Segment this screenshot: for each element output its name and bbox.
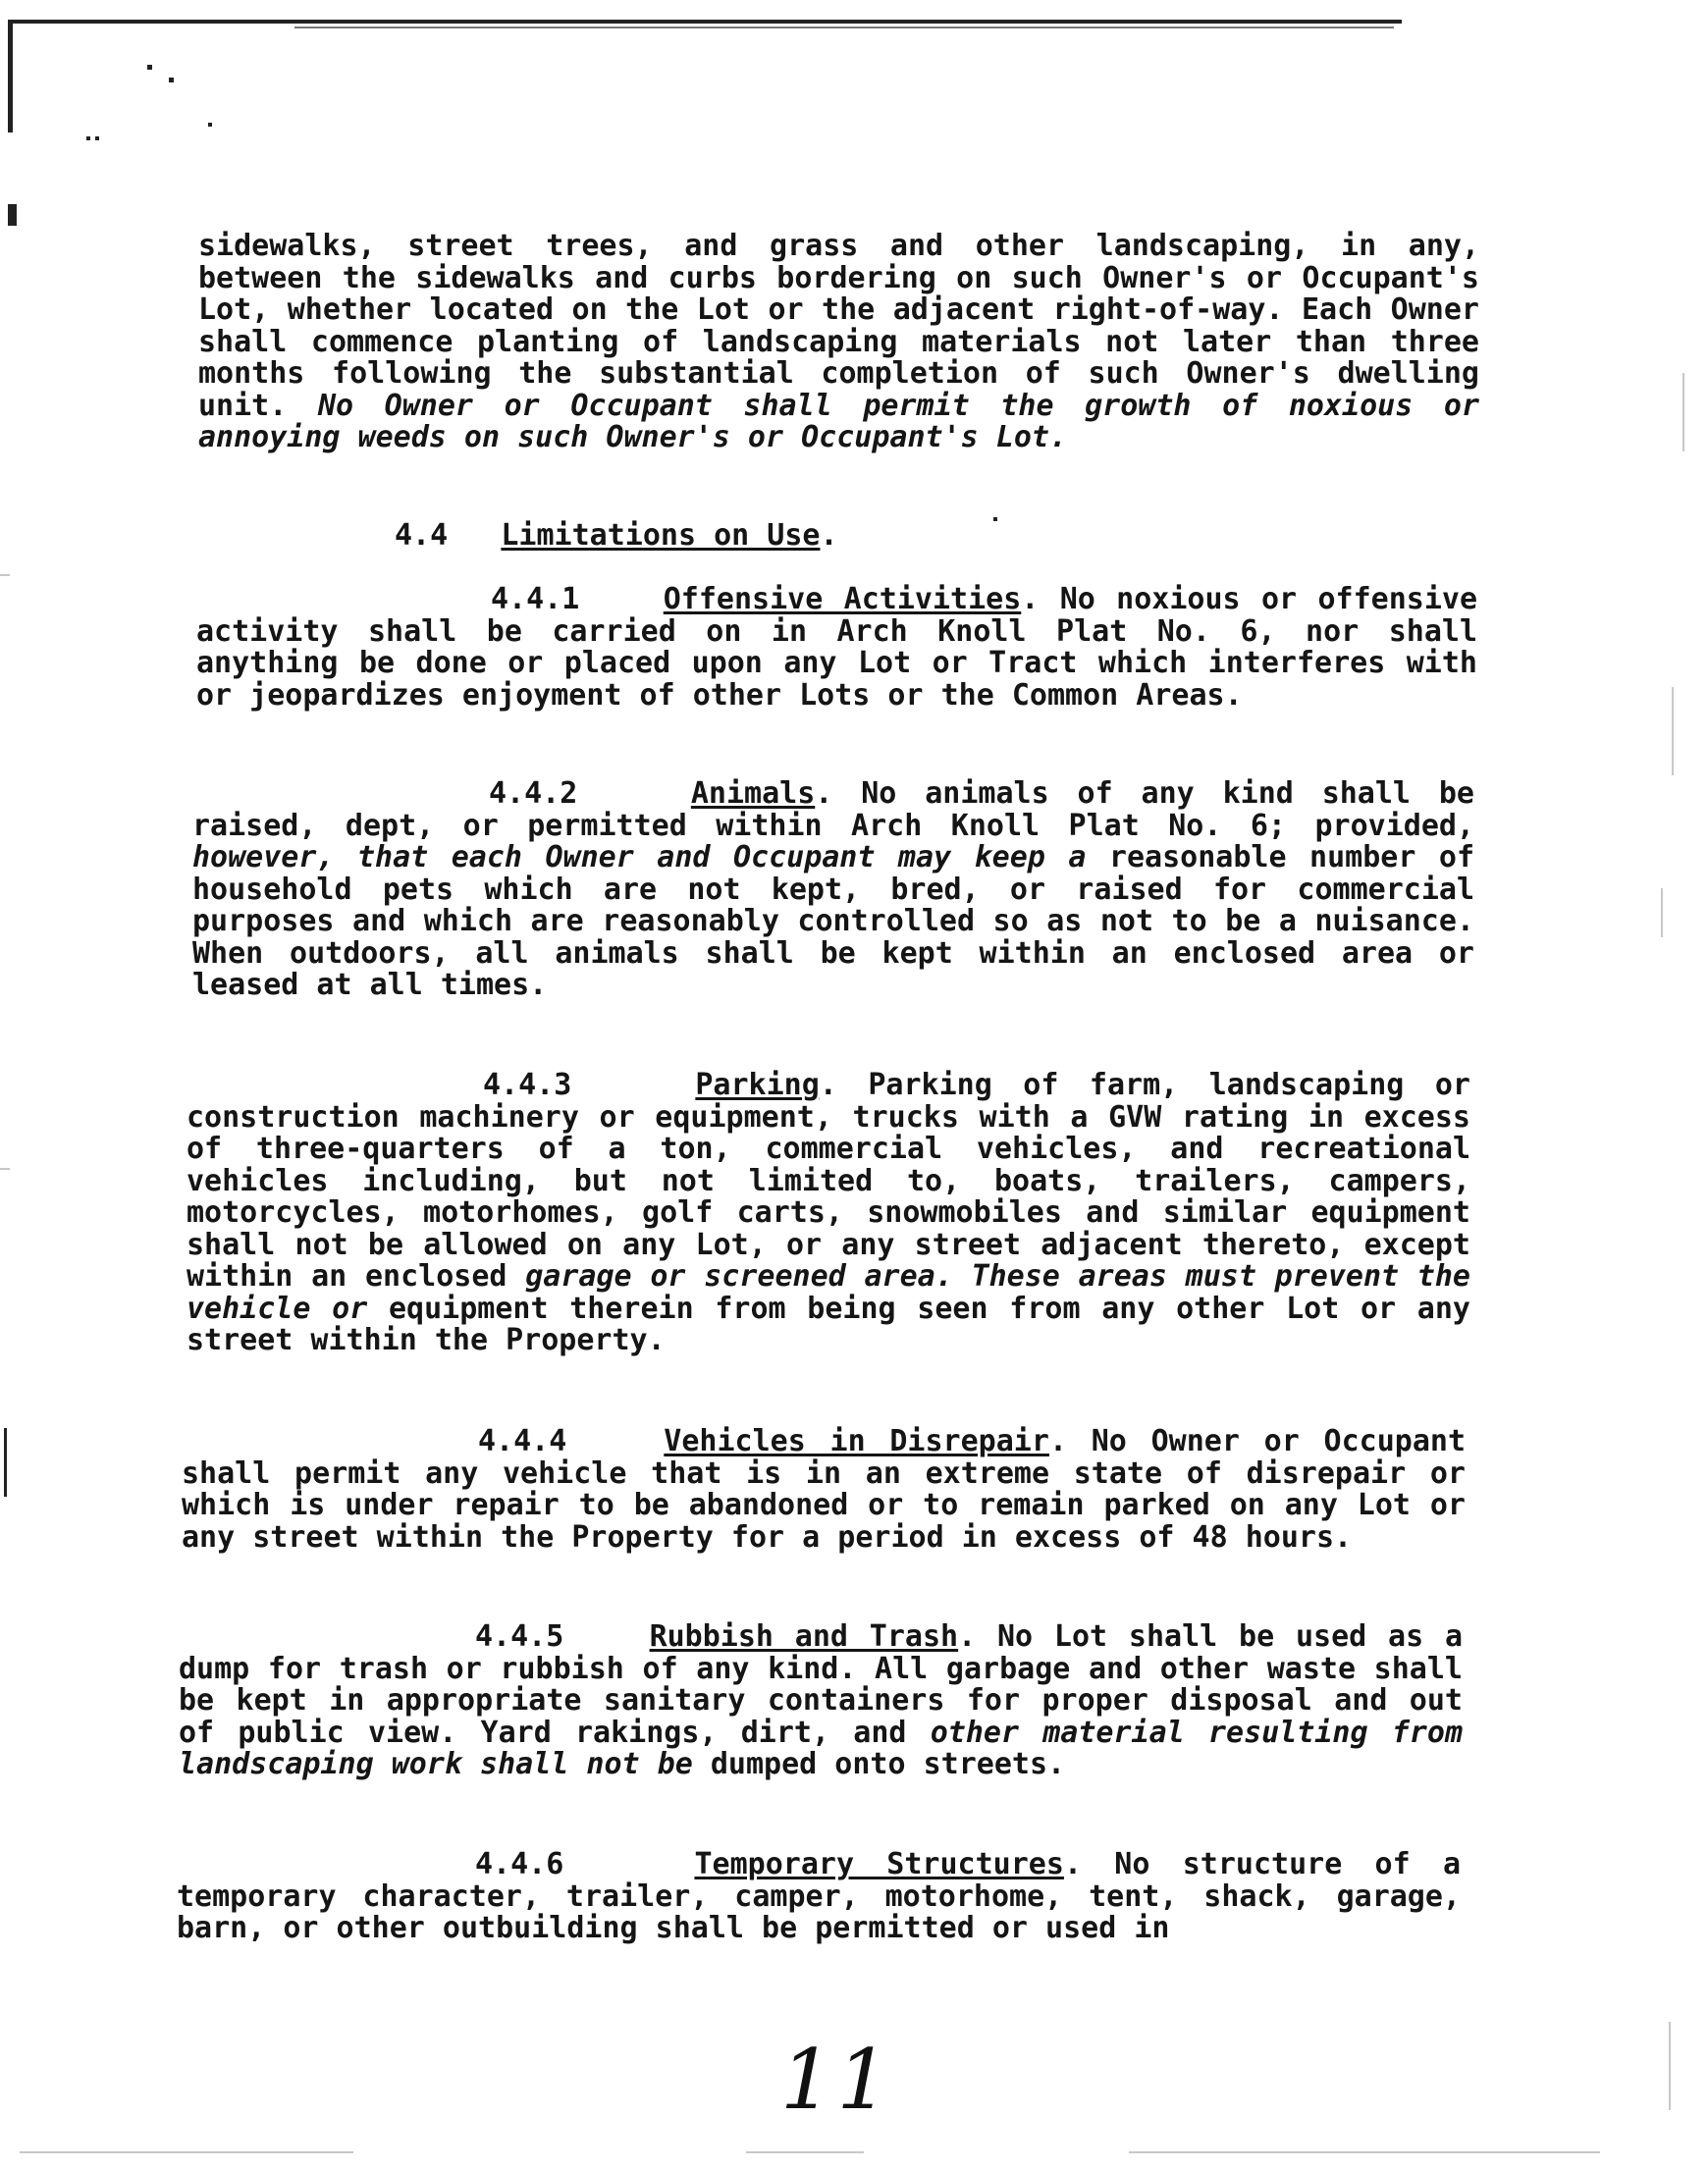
section-number: 4.4.2 (489, 776, 578, 811)
section-text: No animals of any kind shall be raised, dept, or permitted within Arch Knoll Plat No. 6; provided, (192, 776, 1474, 843)
scan-speck (208, 123, 212, 127)
scan-edge-left (0, 574, 10, 576)
paragraph-text: sidewalks, street trees, and grass and other landscaping, in any, between the sidewalks and curbs bordering on such Owner's or Occupant's Lot, whether located on the Lot or the adjacent right-of-way. Each Owner shall commence planting of landscaping materials not later than three months following the substantial completion of such Owner's dwelling unit. (198, 229, 1479, 423)
paragraph-text-italic: No Owner or Occupant shall permit the growth of noxious or annoying weeds on such Owner's or Occupant's Lot. (198, 388, 1480, 454)
section-title: Animals (690, 776, 816, 811)
scan-speck (86, 136, 90, 140)
section-text: No Owner or Occupant shall permit any vehicle that is in an extreme state of disrepair or which is under repair to be abandoned or to remain parked on any Lot or any street within the Property for a period in excess of 48 hours. (182, 1424, 1467, 1555)
section-text: equipment therein from being seen from any other Lot or any street within the Property. (187, 1291, 1470, 1357)
section-number: 4.4.5 (475, 1619, 564, 1654)
section-number: 4.4.3 (483, 1068, 572, 1102)
scan-speck (95, 136, 99, 140)
section-4-4-4: 4.4.4 Vehicles in Disrepair. No Owner or Occupant shall permit any vehicle that is in an extreme state of disrepair or which is under repair to be abandoned or to remain parked on any Lot or any street within the Property for a period in excess of 48 hours. (182, 1424, 1467, 1555)
scan-edge-right (1672, 687, 1674, 775)
scan-mark-left (8, 204, 17, 226)
scan-speck (993, 517, 997, 521)
section-4-4-5: 4.4.5 Rubbish and Trash. No Lot shall be used as a dump for trash or rubbish of any kind. All garbage and other waste shall be kept in appropriate sanitary containers for proper disposal and out of public view. Yard rakings, dirt, and other material resulting from landscaping work shall not be dumped onto streets. (179, 1619, 1464, 1781)
section-number: 4.4.1 (491, 582, 580, 616)
scan-speck (169, 78, 174, 82)
scan-edge-right (1682, 373, 1684, 451)
scan-edge-right (1669, 2022, 1671, 2110)
section-text: Parking of farm, landscaping or construction machinery or equipment, trucks with a GVW rating in excess of three-quarters of a ton, commercial vehicles, and recreational vehicles including, but not limited to, boats, trailers, campers, motorcycles, motorhomes, golf carts, snowmobiles and similar equipment shall not be allowed on any Lot, or any street adjacent thereto, except within an enclosed (187, 1068, 1470, 1294)
scan-edge-bottom (1129, 2151, 1600, 2153)
section-title: Rubbish and Trash (649, 1619, 959, 1654)
section-text-italic: garage or screened area. These areas must prevent the vehicle or (187, 1259, 1470, 1326)
section-title: Temporary Structures (694, 1847, 1064, 1881)
scan-edge-right (1661, 888, 1663, 937)
section-text: No structure of a temporary character, trailer, camper, motorhome, tent, shack, garage, barn, or other outbuilding shall be permitted or used in (177, 1847, 1462, 1945)
section-text: dumped onto streets. (710, 1747, 1066, 1781)
section-4-4-6: 4.4.6 Temporary Structures. No structure of a temporary character, trailer, camper, motorhome, tent, shack, garage, barn, or other outbuilding shall be permitted or used in (177, 1847, 1462, 1945)
scan-speck (147, 65, 152, 70)
section-number: 4.4.4 (478, 1424, 567, 1458)
section-title-period: . (820, 518, 838, 553)
section-title: Offensive Activities (663, 582, 1022, 616)
section-title: Parking (695, 1068, 820, 1102)
scan-border-top-inner (294, 26, 1394, 28)
section-number: 4.4.6 (475, 1847, 564, 1881)
section-4-4-1: 4.4.1 Offensive Activities. No noxious or offensive activity shall be carried on in Arch Knoll Plat No. 6, nor shall anything be done or placed upon any Lot or Tract which interferes with or jeopardizes enjoyment of other Lots or the Common Areas. (196, 582, 1478, 713)
scan-edge-left (0, 1168, 10, 1170)
section-text: reasonable number of household pets which are not kept, bred, or raised for commercial purposes and which are reasonably controlled so as not to be a nuisance. When outdoors, all animals shall be kept within an enclosed area or leased at all times. (192, 840, 1475, 1002)
section-title: Vehicles in Disrepair (664, 1424, 1049, 1458)
section-4-4-3: 4.4.3 Parking. Parking of farm, landscaping or construction machinery or equipment, trucks with a GVW rating in excess of three-quarters of a ton, commercial vehicles, and recreational vehicles including, but not limited to, boats, trailers, campers, motorcycles, motorhomes, golf carts, snowmobiles and similar equipment shall not be allowed on any Lot, or any street adjacent thereto, except within an enclosed garage or screened area. These areas must prevent the vehicle or equipment therein from being seen from any other Lot or any street within the Property. (187, 1068, 1470, 1357)
section-title: Limitations on Use (501, 518, 821, 553)
scan-border-left (8, 20, 13, 132)
scan-mark-left (4, 1428, 7, 1497)
scan-edge-bottom (20, 2151, 353, 2153)
section-number: 4.4 (395, 518, 449, 553)
section-text-italic: other material resulting from landscaping work shall not be (179, 1715, 1464, 1781)
page-number: 11 (780, 2032, 893, 2128)
section-text: No Lot shall be used as a dump for trash or rubbish of any kind. All garbage and other waste shall be kept in appropriate sanitary containers for proper disposal and out of public view. Yard rakings, dirt, and (179, 1619, 1464, 1750)
scan-edge-bottom (746, 2151, 864, 2153)
scan-border-top (8, 20, 1402, 24)
section-text: No noxious or offensive activity shall be carried on in Arch Knoll Plat No. 6, nor shall anything be done or placed upon any Lot or Tract which interferes with or jeopardizes enjoyment of other Lots or the Common Areas. (196, 582, 1478, 713)
paragraph-landscaping (198, 231, 1479, 454)
section-4-4-2: 4.4.2 Animals. No animals of any kind shall be raised, dept, or permitted within Arch Knoll Plat No. 6; provided, however, that each Owner and Occupant may keep a reasonable number of household pets which are not kept, bred, or raised for commercial purposes and which are reasonably controlled so as not to be a nuisance. When outdoors, all animals shall be kept within an enclosed area or leased at all times. (192, 776, 1475, 1002)
section-text-italic: however, that each Owner and Occupant may keep a (192, 840, 1087, 874)
section-heading-4-4 (395, 520, 838, 553)
